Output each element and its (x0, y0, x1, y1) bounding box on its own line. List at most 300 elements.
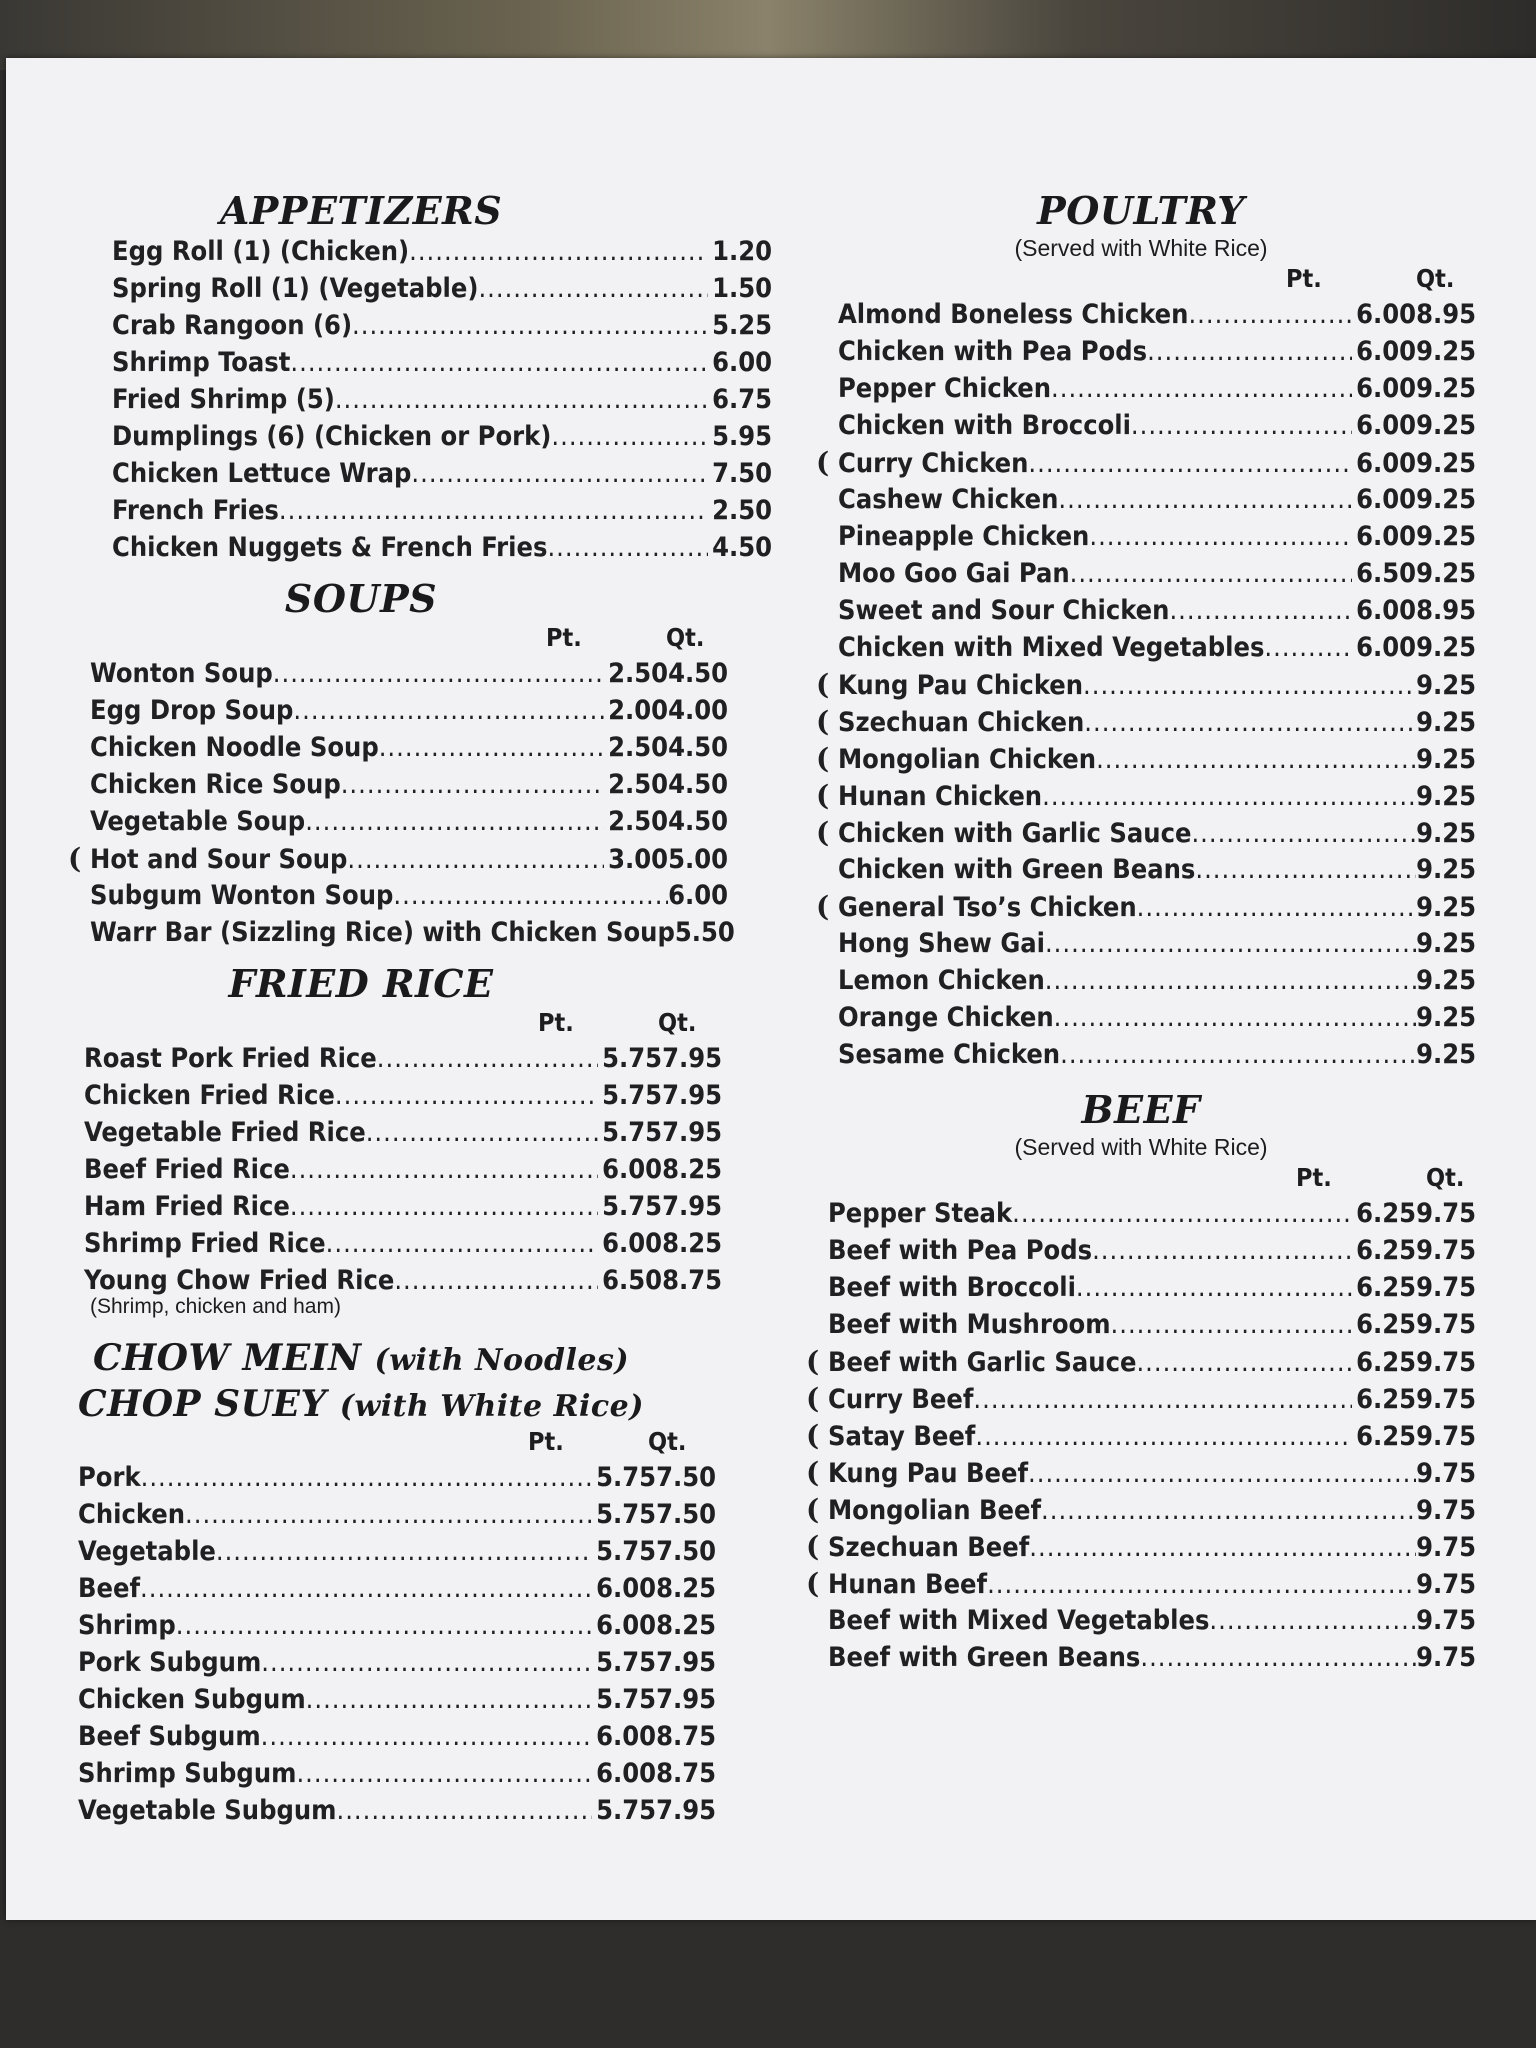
quart-price: 9.25 (1416, 410, 1476, 441)
pint-price: 6.00 (1356, 373, 1417, 404)
poultry-list (796, 296, 1476, 1073)
item-name: Chicken with Mixed Vegetables (838, 632, 1265, 663)
leader-dots (185, 1496, 592, 1533)
item-name: French Fries (112, 495, 279, 526)
beef-section (796, 1087, 1486, 1676)
menu-item (62, 1151, 722, 1188)
leader-dots (409, 233, 708, 270)
section-title: FRIED RICE (228, 961, 494, 1006)
quart-price: 4.50 (668, 658, 728, 689)
leader-dots (140, 1570, 592, 1607)
quart-price: 7.95 (656, 1684, 716, 1715)
menu-item (56, 1718, 716, 1755)
leader-dots (366, 1114, 598, 1151)
chow-mein-list (56, 1459, 716, 1829)
qt-label: Qt. (658, 1008, 697, 1037)
leader-dots (1083, 667, 1416, 704)
item-name: Chicken Noodle Soup (90, 732, 379, 763)
item-name: Ham Fried Rice (84, 1191, 290, 1222)
leader-dots (1209, 1602, 1416, 1639)
leader-dots (1264, 629, 1352, 666)
leader-dots (296, 1755, 592, 1792)
menu-item (816, 925, 1476, 962)
leader-dots (305, 803, 604, 840)
menu-item (816, 555, 1476, 592)
item-price: 6.00 (712, 347, 772, 378)
right-column (796, 188, 1486, 1686)
pint-price: 5.75 (596, 1536, 657, 1567)
menu-item (112, 455, 772, 492)
leader-dots (1195, 851, 1416, 888)
menu-item (62, 1225, 722, 1262)
pint-price: 5.75 (596, 1462, 657, 1493)
menu-item (68, 877, 728, 914)
quart-price: 9.75 (1416, 1569, 1476, 1600)
leader-dots (326, 1225, 598, 1262)
item-name: Young Chow Fried Rice (84, 1265, 395, 1296)
quart-price: 9.75 (1416, 1458, 1476, 1489)
menu-item (816, 333, 1476, 370)
quart-price: 9.25 (1416, 558, 1476, 589)
menu-item (112, 344, 772, 381)
quart-price: 8.25 (656, 1610, 716, 1641)
item-name: Beef with Mushroom (828, 1309, 1111, 1340)
leader-dots (547, 529, 708, 566)
leader-dots (335, 1077, 598, 1114)
quart-price: 9.75 (1416, 1532, 1476, 1563)
pint-price: 6.25 (1356, 1272, 1417, 1303)
quart-price: 5.00 (668, 844, 728, 875)
item-name: Sweet and Sour Chicken (838, 595, 1170, 626)
menu-page (6, 58, 1536, 1920)
item-name: Sesame Chicken (838, 1039, 1061, 1070)
quart-price: 7.95 (662, 1080, 722, 1111)
item-name: Beef with Garlic Sauce (828, 1347, 1137, 1378)
pint-price: 6.00 (602, 1228, 663, 1259)
item-name: Vegetable (78, 1536, 216, 1567)
item-name: Pork Subgum (78, 1647, 262, 1678)
pint-price: 5.75 (596, 1795, 657, 1826)
quart-price: 9.25 (1416, 373, 1476, 404)
menu-item (806, 1195, 1476, 1232)
leader-dots (1054, 999, 1416, 1036)
pt-label: Pt. (1296, 1163, 1332, 1192)
item-name: Shrimp Fried Rice (84, 1228, 326, 1259)
pint-price: 6.00 (1356, 595, 1417, 626)
menu-item (62, 1262, 722, 1299)
item-name: Kung Pau Chicken (838, 670, 1084, 701)
quart-price: 9.25 (1416, 1002, 1476, 1033)
item-price: 1.50 (712, 273, 772, 304)
item-name: Vegetable Soup (90, 806, 306, 837)
beef-list (796, 1195, 1476, 1676)
spicy-icon: ( (816, 779, 830, 812)
qt-label: Qt. (1416, 264, 1455, 293)
pint-price: 6.25 (1356, 1347, 1417, 1378)
menu-item (816, 518, 1476, 555)
pint-price: 6.25 (1356, 1235, 1417, 1266)
leader-dots (987, 1566, 1416, 1603)
item-name: Dumplings (6) (Chicken or Pork) (112, 421, 552, 452)
quart-price: 9.25 (1416, 744, 1476, 775)
item-name: Moo Goo Gai Pan (838, 558, 1070, 589)
quart-price: 5.50 (674, 917, 735, 948)
chop-suey-title-sub: (with White Rice) (339, 1389, 644, 1424)
leader-dots (1137, 889, 1416, 926)
item-name: Subgum Wonton Soup (90, 880, 394, 911)
fried-rice-section (56, 961, 726, 1319)
menu-item (816, 407, 1476, 444)
pint-price: 6.25 (1356, 1384, 1417, 1415)
pint-price: 2.50 (608, 658, 669, 689)
quart-price: 8.75 (662, 1265, 722, 1296)
spicy-icon: ( (68, 842, 82, 875)
leader-dots (1140, 1639, 1416, 1676)
quart-price: 8.25 (662, 1154, 722, 1185)
quart-price: 9.75 (1416, 1272, 1476, 1303)
item-name: Chicken Fried Rice (84, 1080, 335, 1111)
quart-price: 9.25 (1416, 336, 1476, 367)
leader-dots (1051, 370, 1352, 407)
quart-price: 9.75 (1416, 1605, 1476, 1636)
soups-section (56, 576, 735, 951)
quart-price: 9.75 (1416, 1198, 1476, 1229)
leader-dots (1084, 704, 1416, 741)
leader-dots (411, 455, 708, 492)
leader-dots (335, 381, 708, 418)
leader-dots (379, 729, 604, 766)
leader-dots (1169, 592, 1352, 629)
appetizers-list (56, 233, 772, 566)
quart-price: 9.25 (1416, 818, 1476, 849)
item-price: 1.20 (712, 236, 772, 267)
item-name: Mongolian Beef (828, 1495, 1042, 1526)
leader-dots (347, 841, 604, 878)
section-subtitle: (Served with White Rice) (1014, 1134, 1268, 1160)
quart-price: 9.25 (1416, 448, 1476, 479)
leader-dots (352, 307, 708, 344)
leader-dots (1012, 1195, 1352, 1232)
pint-price: 6.50 (602, 1265, 663, 1296)
quart-price: 8.75 (656, 1758, 716, 1789)
item-name: Spring Roll (1) (Vegetable) (112, 273, 479, 304)
item-name: Beef Subgum (78, 1721, 261, 1752)
spicy-icon: ( (806, 1530, 820, 1563)
pt-label: Pt. (1286, 264, 1322, 293)
leader-dots (293, 692, 604, 729)
menu-item (68, 729, 728, 766)
menu-item (806, 1417, 1476, 1454)
leader-dots (1070, 555, 1353, 592)
pint-price: 6.00 (1356, 299, 1417, 330)
menu-item (806, 1454, 1476, 1491)
menu-item (806, 1565, 1476, 1602)
fried-rice-list (56, 1040, 722, 1299)
quart-price: 7.50 (656, 1536, 716, 1567)
menu-item (68, 692, 728, 729)
leader-dots (1060, 1036, 1416, 1073)
pint-price: 6.00 (596, 1721, 657, 1752)
item-name: Chicken Lettuce Wrap (112, 458, 412, 489)
item-name: Chicken (78, 1499, 186, 1530)
leader-dots (176, 1607, 592, 1644)
menu-item (56, 1533, 716, 1570)
pint-price: 5.75 (602, 1080, 663, 1111)
spicy-icon: ( (806, 1493, 820, 1526)
quart-price: 8.95 (1416, 595, 1476, 626)
menu-item (62, 1040, 722, 1077)
quart-price: 7.95 (662, 1043, 722, 1074)
menu-item (56, 1496, 716, 1533)
item-name: Warr Bar (Sizzling Rice) with Chicken Soup (90, 917, 675, 948)
menu-item (56, 1755, 716, 1792)
item-name: Roast Pork Fried Rice (84, 1043, 377, 1074)
menu-item (816, 703, 1476, 740)
leader-dots (1131, 407, 1352, 444)
leader-dots (551, 418, 708, 455)
quart-price: 8.75 (656, 1721, 716, 1752)
leader-dots (337, 1792, 593, 1829)
leader-dots (1089, 518, 1352, 555)
price-header (796, 1161, 1486, 1195)
leader-dots (478, 270, 708, 307)
leader-dots (290, 344, 708, 381)
item-name: Chicken with Pea Pods (838, 336, 1148, 367)
section-title: APPETIZERS (219, 188, 503, 233)
pint-price: 6.00 (1356, 336, 1417, 367)
quart-price: 9.75 (1416, 1495, 1476, 1526)
leader-dots (279, 492, 708, 529)
pint-price: 5.75 (596, 1647, 657, 1678)
item-name: Kung Pau Beef (828, 1458, 1029, 1489)
chow-mein-section (56, 1337, 726, 1829)
menu-item (806, 1269, 1476, 1306)
item-name: Hunan Beef (828, 1569, 988, 1600)
spicy-icon: ( (806, 1567, 820, 1600)
item-name: Shrimp Subgum (78, 1758, 297, 1789)
leader-dots (273, 655, 604, 692)
menu-item (56, 1681, 716, 1718)
leader-dots (1041, 1492, 1416, 1529)
item-name: Fried Shrimp (5) (112, 384, 335, 415)
spicy-icon: ( (806, 1419, 820, 1452)
spicy-icon: ( (816, 668, 830, 701)
pint-price: 6.00 (1356, 484, 1417, 515)
menu-item (112, 233, 772, 270)
menu-item (56, 1644, 716, 1681)
leader-dots (261, 1644, 592, 1681)
pint-price: 2.50 (608, 732, 669, 763)
leader-dots (1111, 1306, 1353, 1343)
menu-item (816, 629, 1476, 666)
item-name: Lemon Chicken (838, 965, 1045, 996)
item-name: Curry Beef (828, 1384, 974, 1415)
leader-dots (1042, 778, 1416, 815)
pint-price: 6.25 (1356, 1309, 1417, 1340)
qt-label: Qt. (1426, 1163, 1465, 1192)
item-name: Shrimp Toast (112, 347, 291, 378)
quart-price: 9.25 (1416, 670, 1476, 701)
menu-item (56, 1607, 716, 1644)
appetizers-section (56, 188, 772, 566)
item-name: Chicken with Green Beans (838, 854, 1196, 885)
quart-price: 7.95 (656, 1647, 716, 1678)
spicy-icon: ( (816, 446, 830, 479)
price-header (56, 621, 726, 655)
menu-item (816, 999, 1476, 1036)
menu-item (816, 444, 1476, 481)
spicy-icon: ( (816, 742, 830, 775)
quart-price: 9.25 (1416, 854, 1476, 885)
pint-price: 6.00 (1356, 521, 1417, 552)
menu-item (806, 1380, 1476, 1417)
menu-item (68, 914, 735, 951)
leader-dots (973, 1381, 1352, 1418)
item-name: Orange Chicken (838, 1002, 1054, 1033)
leader-dots (1028, 445, 1352, 482)
pint-price: 5.75 (602, 1117, 663, 1148)
menu-item (816, 962, 1476, 999)
menu-item (112, 381, 772, 418)
leader-dots (1096, 741, 1416, 778)
quart-price: 8.25 (662, 1228, 722, 1259)
quart-price: 9.25 (1416, 781, 1476, 812)
item-name: Egg Drop Soup (90, 695, 294, 726)
item-name: Chicken Nuggets & French Fries (112, 532, 548, 563)
fried-rice-note: (Shrimp, chicken and ham) (90, 1295, 341, 1318)
pint-price: 5.75 (602, 1191, 663, 1222)
quart-price: 9.75 (1416, 1309, 1476, 1340)
item-name: Curry Chicken (838, 448, 1029, 479)
quart-price: 9.75 (1416, 1235, 1476, 1266)
quart-price: 4.00 (668, 695, 728, 726)
item-name: Beef Fried Rice (84, 1154, 290, 1185)
leader-dots (261, 1718, 592, 1755)
item-name: Almond Boneless Chicken (838, 299, 1189, 330)
menu-item (112, 307, 772, 344)
quart-price: 9.25 (1416, 632, 1476, 663)
menu-item (806, 1343, 1476, 1380)
item-name: Pepper Steak (828, 1198, 1013, 1229)
leader-dots (1076, 1269, 1352, 1306)
menu-item (68, 840, 728, 877)
pint-price: 6.00 (1356, 448, 1417, 479)
item-name: Cashew Chicken (838, 484, 1059, 515)
item-name: Shrimp (78, 1610, 176, 1641)
menu-item (68, 766, 728, 803)
background-bottom (0, 1905, 1536, 2048)
left-column (56, 188, 772, 1839)
price-header (56, 1425, 726, 1459)
item-name: Chicken Rice Soup (90, 769, 341, 800)
quart-price: 7.95 (656, 1795, 716, 1826)
section-title: BEEF (1081, 1087, 1201, 1132)
pint-price: 6.00 (1356, 410, 1417, 441)
leader-dots (290, 1188, 598, 1225)
leader-dots (394, 1262, 598, 1299)
menu-item (816, 296, 1476, 333)
item-name: Chicken Subgum (78, 1684, 306, 1715)
quart-price: 9.75 (1416, 1347, 1476, 1378)
menu-item (68, 803, 728, 840)
menu-item (56, 1792, 716, 1829)
qt-label: Qt. (666, 623, 705, 652)
item-name: Szechuan Chicken (838, 707, 1085, 738)
menu-item (56, 1459, 716, 1496)
menu-item (816, 814, 1476, 851)
section-title: POULTRY (1037, 188, 1245, 233)
menu-item (56, 1570, 716, 1607)
menu-item (112, 529, 772, 566)
pint-price: 6.50 (1356, 558, 1417, 589)
quart-price: 4.50 (668, 769, 728, 800)
item-name: Szechuan Beef (828, 1532, 1030, 1563)
menu-item (806, 1639, 1476, 1676)
item-price: 7.50 (712, 458, 772, 489)
spicy-icon: ( (816, 890, 830, 923)
menu-item (816, 370, 1476, 407)
chow-mein-title-sub: (with Noodles) (374, 1343, 630, 1378)
pt-label: Pt. (546, 623, 582, 652)
leader-dots (1147, 333, 1352, 370)
menu-item (816, 666, 1476, 703)
spicy-icon: ( (816, 705, 830, 738)
leader-dots (393, 877, 668, 914)
item-name: Beef with Broccoli (828, 1272, 1076, 1303)
menu-item (806, 1491, 1476, 1528)
leader-dots (1029, 1529, 1416, 1566)
soups-list (56, 655, 735, 951)
pt-label: Pt. (538, 1008, 574, 1037)
pint-price: 2.50 (608, 806, 669, 837)
item-name: Crab Rangoon (6) (112, 310, 353, 341)
quart-price: 7.50 (656, 1462, 716, 1493)
chow-mein-title (0, 1337, 726, 1379)
chop-suey-title (0, 1383, 726, 1425)
spicy-icon: ( (816, 816, 830, 849)
menu-item (816, 1036, 1476, 1073)
quart-price: 6.00 (668, 880, 728, 911)
menu-item (62, 1077, 722, 1114)
item-name: Pepper Chicken (838, 373, 1052, 404)
pint-price: 6.00 (596, 1758, 657, 1789)
leader-dots (975, 1418, 1352, 1455)
quart-price: 8.95 (1416, 299, 1476, 330)
quart-price: 9.75 (1416, 1421, 1476, 1452)
chow-mein-title-main: CHOW MEIN (92, 1337, 362, 1379)
pint-price: 5.75 (596, 1684, 657, 1715)
pint-price: 6.00 (1356, 632, 1417, 663)
spicy-icon: ( (806, 1456, 820, 1489)
item-name: Chicken with Broccoli (838, 410, 1131, 441)
menu-item (112, 418, 772, 455)
item-name: Satay Beef (828, 1421, 976, 1452)
quart-price: 4.50 (668, 732, 728, 763)
quart-price: 9.25 (1416, 1039, 1476, 1070)
leader-dots (141, 1459, 593, 1496)
menu-item (68, 655, 728, 692)
quart-price: 7.95 (662, 1191, 722, 1222)
leader-dots (306, 1681, 592, 1718)
menu-item (806, 1528, 1476, 1565)
spicy-icon: ( (806, 1382, 820, 1415)
pint-price: 6.00 (596, 1610, 657, 1641)
item-name: Chicken with Garlic Sauce (838, 818, 1192, 849)
item-name: Hong Shew Gai (838, 928, 1045, 959)
menu-item (816, 592, 1476, 629)
leader-dots (1136, 1344, 1352, 1381)
pint-price: 3.00 (608, 844, 669, 875)
